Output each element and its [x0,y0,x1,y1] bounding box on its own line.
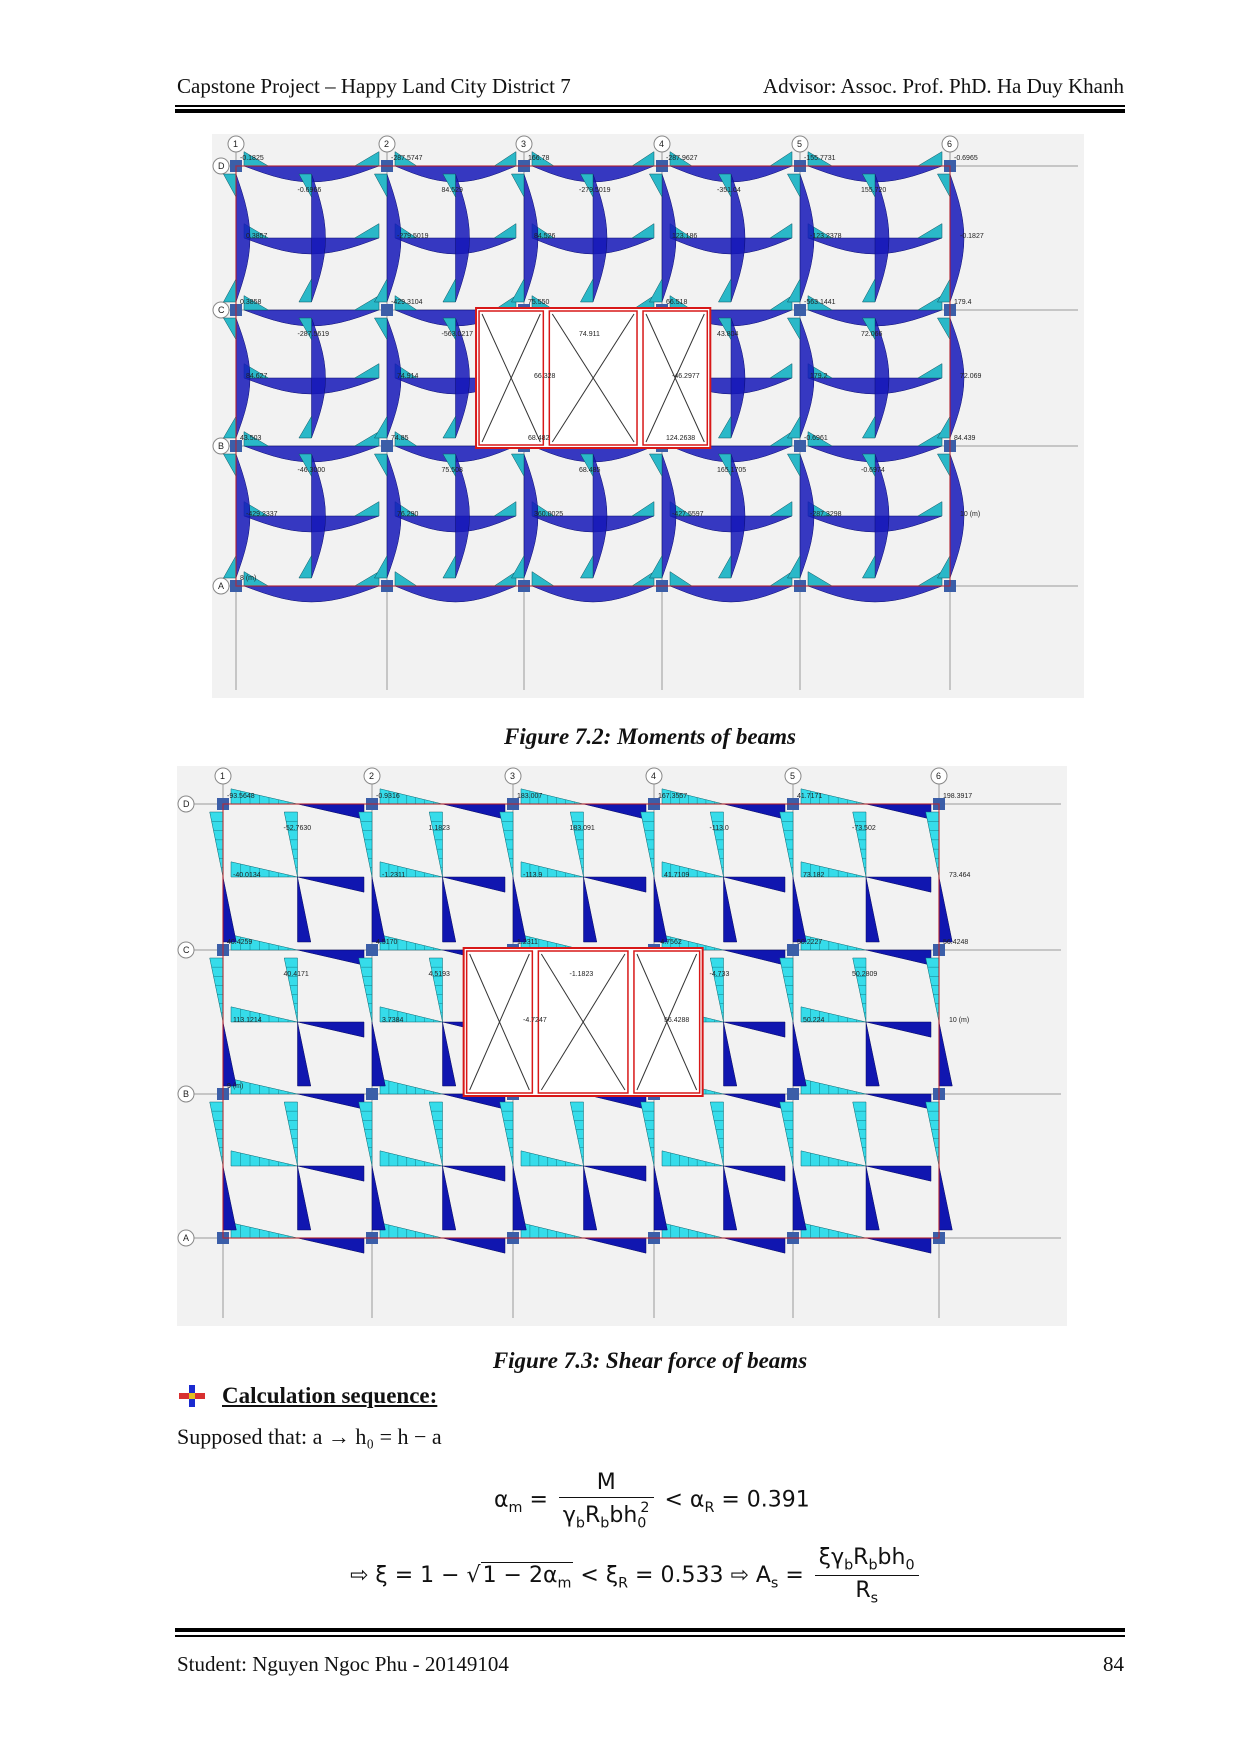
value-label: 84.627 [246,373,268,380]
value-label: 72.066 [861,331,883,338]
grid-label: 2 [384,139,390,149]
value-label: -4.7247 [523,1017,547,1024]
value-label: -0.6974 [861,467,885,474]
value-label: -1.1823 [569,971,594,978]
value-label: -40.0134 [233,872,261,879]
value-label: 75.550 [528,299,550,306]
value-label: -279.5019 [397,233,429,240]
value-label: -0.6966 [297,187,322,194]
value-label: -279.5019 [579,187,611,194]
value-label: 56.4248 [943,939,969,946]
grid-label: 4 [651,771,657,781]
formula-xi: ⇨ $\xi = 1 - √1 - 2\alpha_m < \xi_R = 0.533$ ⇨ $A_s$ = $\frac{\xi\gamma_bR_bbh_0}{R_s}$ [350,1545,923,1607]
grid-label: 3 [510,771,516,781]
value-label: -4.733 [709,971,730,978]
value-label: -46.3000 [297,467,326,474]
grid-label: 4 [659,139,665,149]
value-label: -429.2337 [246,511,278,518]
value-label: -4.7562 [658,939,682,946]
grid-label: 1 [233,139,239,149]
value-label: 0.3858 [240,299,262,306]
value-label: 9 (m) [227,1083,244,1090]
value-label: 84.439 [954,435,976,442]
value-label: 74.914 [397,373,419,380]
value-label: -0.1825 [240,155,264,162]
grid-label: D [218,161,225,171]
formula-alpha-m: $\alpha_m$ = $\frac{M}{\gamma_bR_bbh_0^2}$ < $\alpha_R = 0.391$ [494,1470,810,1532]
value-label: 41.7109 [664,872,690,879]
grid-label: 6 [936,771,942,781]
value-label: 66.328 [534,373,556,380]
value-label: 50.2809 [852,971,878,978]
value-label: 0.3857 [246,233,268,240]
value-label: -123.2378 [810,233,842,240]
header-rule-thin [175,105,1125,107]
header-advisor: Advisor: Assoc. Prof. PhD. Ha Duy Khanh [762,74,1124,98]
value-label: -563.1441 [804,299,836,306]
value-label: 73.464 [949,872,971,879]
value-label: 113.1214 [233,1017,262,1024]
grid-label: A [183,1233,190,1243]
value-label: -429.3104 [391,299,423,306]
grid-label: C [183,945,190,955]
grid-label: D [183,799,190,809]
value-label: 179.4 [954,299,972,306]
value-label: 74.911 [579,331,600,338]
value-label: 73.182 [803,872,825,879]
header-rule-thick [175,109,1125,113]
value-label: -351.04 [717,187,741,194]
value-label: -93.5648 [227,793,255,800]
value-label: 183.091 [569,825,595,832]
value-label: 124.2638 [666,435,696,442]
page-number: 84 [1103,1652,1124,1676]
value-label: 66.518 [666,299,688,306]
value-label: 74.85 [391,435,409,442]
value-label: 10 (m) [960,511,981,518]
plus-bullet-icon [179,1385,205,1407]
header-title: Capstone Project – Happy Land City District 7 [177,74,571,98]
section-heading [177,1383,437,1409]
column [787,1088,799,1100]
value-label: 40.4259 [227,939,253,946]
value-label: -427.5597 [672,511,704,518]
shear-diagram [177,766,1067,1326]
value-label: 84.529 [441,187,463,194]
grid-label: B [218,441,225,451]
grid-label: C [218,305,225,315]
value-label: 50.2227 [797,939,823,946]
value-label: 68.485 [579,467,601,474]
footer-rule-thick [175,1628,1125,1632]
value-label: -73.502 [852,825,876,832]
value-label: 8 (m) [240,575,257,582]
value-label: -287.3298 [810,511,842,518]
column [366,1088,378,1100]
footer-student: Student: Nguyen Ngoc Phu - 20149104 [177,1652,509,1676]
value-label: -287.5619 [297,331,330,338]
figure-7-3-caption: Figure 7.3: Shear force of beams [492,1348,808,1373]
value-label: 84.526 [534,233,556,240]
value-label: 75.508 [441,467,463,474]
value-label: 167.3557 [658,793,688,800]
value-label: -1.2311 [382,872,406,879]
value-label: -113.9 [523,872,543,879]
page-header [177,74,1124,104]
value-label: 4.5193 [428,971,450,978]
footer-rule-thin [175,1635,1125,1637]
supposed-text: Supposed that: a → h₀ = h − a [177,1424,442,1449]
value-label: 179.2 [810,373,828,380]
value-label: 1.1823 [428,825,450,832]
value-label: 183.007 [517,793,543,800]
grid-label: B [183,1089,190,1099]
value-label: 198.3917 [943,793,973,800]
figure-7-2-caption: Figure 7.2: Moments of beams [504,724,796,749]
value-label: 76.290 [397,511,419,518]
value-label: 3.7384 [382,1017,404,1024]
value-label: 360.0025 [534,511,564,518]
value-label: 43.503 [240,435,262,442]
value-label: -52.7630 [283,825,312,832]
moment-diagram [212,134,1084,698]
section-title: Calculation sequence: [222,1383,438,1408]
grid-label: 2 [369,771,375,781]
value-label: 56.4288 [664,1017,690,1024]
value-label: -0.9316 [376,793,400,800]
grid-label: 5 [797,139,803,149]
value-label: 72.069 [960,373,982,380]
value-label: -113.0 [709,825,729,832]
grid-label: 6 [947,139,953,149]
value-label: -0.6965 [954,155,978,162]
value-label: 1.2311 [517,939,538,946]
value-label: -287.9627 [666,155,698,162]
value-label: 166.78 [528,155,550,162]
value-label: 165.1705 [717,467,747,474]
value-label: 123.186 [672,233,698,240]
value-label: -0.6961 [804,435,828,442]
grid-label: 1 [220,771,226,781]
grid-label: A [218,581,225,591]
grid-label: 5 [790,771,796,781]
value-label: 43.804 [717,331,739,338]
value-label: -155.7731 [804,155,836,162]
value-label: -287.5747 [391,155,423,162]
value-label: 50.224 [803,1017,825,1024]
value-label: -0.1827 [960,233,984,240]
value-label: 10 (m) [949,1017,970,1024]
value-label: 4.5170 [376,939,398,946]
value-label: 40.4171 [283,971,309,978]
value-label: -46.2977 [672,373,700,380]
value-label: -563.0217 [441,331,474,338]
value-label: 155.720 [861,187,887,194]
value-label: 68.482 [528,435,550,442]
value-label: 41.7171 [797,793,823,800]
grid-label: 3 [521,139,527,149]
